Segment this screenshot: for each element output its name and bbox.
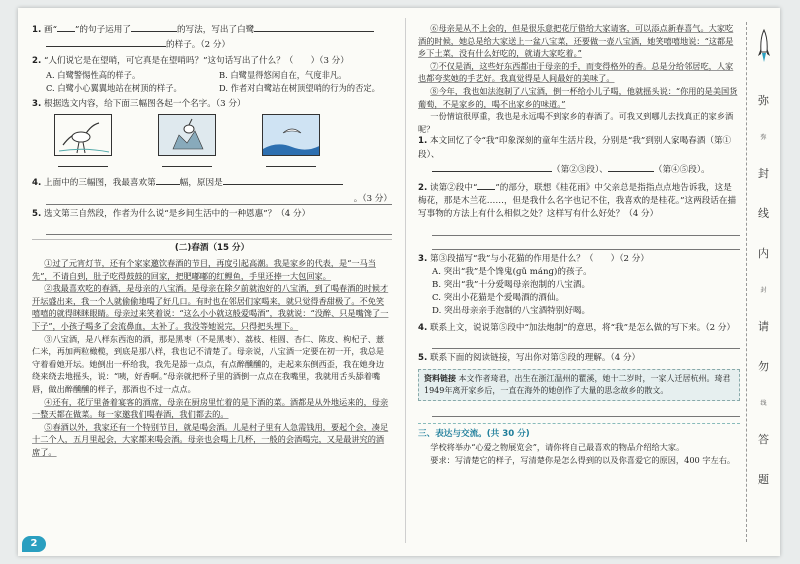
q4-number: 4.: [32, 178, 42, 189]
r-q2-answer-line-1[interactable]: [432, 224, 740, 236]
question-3: [32, 98, 392, 171]
q1-text-b: ”的句子运用了: [74, 25, 131, 35]
r-q3-number: 3.: [418, 253, 428, 264]
q1-number: 1.: [32, 25, 42, 35]
page-number-badge: 2: [22, 536, 46, 552]
section-three-title: 三、表达与交流。(共 30 分): [418, 423, 740, 441]
q4-text-b: 幅，原因是: [179, 178, 223, 189]
seal-small-char-1: 弥: [760, 134, 767, 141]
q5-number: 5.: [32, 208, 42, 219]
q2-option-d[interactable]: D. 作者对白鹭站在树顶望哨的行为的否定。: [219, 82, 380, 93]
seal-char-2: 封: [758, 167, 769, 180]
r-question-1: [418, 135, 740, 177]
seal-small-char-3: 线: [760, 400, 767, 407]
question-2: [32, 55, 392, 95]
reading-para-8: ⑧今年，我也如法泡制了八宝酒，倒一杯给小儿子喝，他就摇头说：“你用的是美国货葡萄，不是家乡的，喝不出家乡的味道。”: [418, 85, 738, 109]
exam-page: [18, 8, 780, 556]
q3-image-2-answer[interactable]: [158, 157, 216, 171]
reading-para-4: ④还有，花厅里备着宴客的酒席，母亲在厨房里忙着的是下酒的菜。酒都是从外地运来的，母亲一整天都在做菜。每一家邀我们喝春酒，我们都去的。: [32, 396, 389, 420]
q4-score: 。（3 分）: [353, 193, 392, 204]
r-q1-blank-2[interactable]: [608, 162, 654, 172]
seal-char-1: 弥: [758, 94, 769, 107]
egret-flying-image: [262, 114, 320, 156]
question-1: [32, 22, 392, 52]
q3-image-1-answer[interactable]: [54, 157, 112, 171]
r-question-5: [418, 352, 740, 365]
reading-ending: 一份情谊很厚重，我也是永远喝不到家乡的春酒了。可我又到哪儿去找真正的家乡酒呢？: [418, 111, 734, 134]
q1-text-d: 的样子。（2 分）: [166, 40, 231, 51]
q2-option-a[interactable]: A. 白鹭警惕性高的样子。: [46, 69, 141, 80]
section-three-prompt: 学校将举办“心爱之物展览会”，请你将自己最喜欢的物品介绍给大家。: [430, 442, 685, 453]
section-title-chunjiu: (二)春酒（15 分）: [32, 239, 392, 255]
r-q3-option-c[interactable]: C. 突出小花猫是个爱喝酒的酒仙。: [432, 293, 565, 304]
q4-blank-2[interactable]: [223, 175, 343, 185]
rocket-icon: [758, 28, 770, 66]
r-q3-options: [418, 266, 740, 319]
egret-on-tree-image: [158, 114, 216, 156]
r-q4-number: 4.: [418, 322, 428, 333]
r-q4-answer-line-1[interactable]: [432, 337, 740, 349]
reading-para-7: ⑦不仅是酒，这些好东西都由于母亲的手，而变得格外的香。总是分给邻居吃，人家也都夸奖她的手艺好。我真觉得是人间最好的美味了。: [418, 60, 734, 84]
reading-para-3: ③八宝酒，是八样东西泡的酒，那是黑枣（不是黑枣）、荔枝、桂圆、杏仁、陈皮、枸杞子、薏仁米，再加两粒橄榄，到底是那八样，我也记不清楚了。母亲说，八宝酒一定要在初一开，我总是守着看她开坛。她倒出一杯给我，我先是舔一点点，有点醉醺醺的，走起来东倒西歪，我在她身边绕来绕去地摇头，说：“咦，好香啊。”母亲就把杯子里的酒倒一点点在我嘴里，我就用舌头舔着嘴唇，做出醉醺醺的样子，那酒也不过一点点。: [32, 333, 385, 394]
r-q2-text-a: 读第②段中“: [429, 182, 478, 193]
r-q3-option-a[interactable]: A. 突出“我”是个馋鬼(ɡǔ mánɡ)的孩子。: [432, 266, 592, 277]
q4-answer-line[interactable]: [46, 193, 392, 205]
r-q1-tail: （第②③段）、: [552, 164, 608, 175]
seal-small-char-2: 封: [760, 287, 767, 294]
q2-options: [32, 69, 392, 95]
r-q1-tail2: （第④⑤段）。: [653, 164, 710, 175]
r-q2-number: 2.: [418, 182, 428, 193]
q3-image-3-answer[interactable]: [262, 157, 320, 171]
r-q2-text-b: ”的部分，联想《桂花雨》中父亲总是指指点点地告诉我，这是梅花，那是木兰花……，但是我什么名字也记不住，我喜欢的是桂花。”这两段话在描写事物的方法上有什么相似之处？这样写有什么好处？（4 分）: [418, 182, 737, 220]
r-q1-blank-1[interactable]: [432, 162, 552, 172]
q2-option-c[interactable]: C. 白鹭小心翼翼地站在树顶的样子。: [46, 82, 182, 93]
r-q3-text: 第③段描写“我”与小花猫的作用是什么？（ ）（2 分）: [429, 253, 649, 264]
reading-link-label: 资料链接: [424, 373, 456, 383]
q2-option-b[interactable]: B. 白鹭显得悠闲自在，气度非凡。: [219, 69, 347, 80]
q3-images: [32, 114, 392, 171]
section-three-requirement: 要求：写清楚它的样子，写清楚你是怎么得到的以及你喜爱它的原因，400 字左右。: [430, 454, 736, 465]
q1-blank-2[interactable]: [131, 22, 177, 32]
r-q5-number: 5.: [418, 352, 428, 363]
reading-para-1: ①过了元宵灯节，还有个家家邀饮春酒的节目，再度引起高潮。我是家乡的代表，是“一马当先”，不请自到，肚子吃得鼓鼓的回家，把肥嘟嘟的红鲤鱼，手里还捧一大包回家。: [32, 258, 376, 281]
q3-number: 3.: [32, 99, 42, 110]
r-q1-text: 本文回忆了令“我”印象深刻的童年生活片段，分别是“我”到别人家喝春酒（第①段）、: [418, 136, 732, 160]
seal-char-3: 线: [758, 207, 769, 220]
reading-link-text: 本文作者琦君，出生在浙江温州的瞿溪，她十二岁时，一家人迁居杭州。琦君1949年离开家乡后，一直在海外的她创作了大量的思念故乡的散文。: [424, 373, 731, 395]
reading-para-6: ⑥母亲是从不上会的，但是很乐意把花厅借给大家请客，可以添点新春喜气。大家吃酒的时候，她总是给大家送上一盆八宝菜，还要做一壶八宝酒，她笑嘻嘻地说：“这都是乡下土菜，没有什么好吃的，就请大家吃着。”: [418, 23, 734, 59]
seal-char-4: 内: [758, 247, 769, 260]
q4-blank-1[interactable]: [156, 175, 180, 185]
r-q2-answer-line-2[interactable]: [432, 238, 740, 250]
r-question-3: [418, 253, 740, 319]
seal-char-5: 请: [758, 320, 769, 333]
q4-text-a: 上面中的三幅图，我最喜欢第: [43, 178, 156, 189]
reading-para-2: ②我最喜欢吃的春酒，是母亲的八宝酒。是母亲在除夕前就泡好的八宝酒，到了喝春酒的时候才开坛盛出来，我一个人就偷偷地喝了好几口。有时也在邻居们家喝来，就只觉得香甜极了。不免笑嘻嘻的就得眯眯眼睛。母亲过来笑着说：“这么小小就这般爱喝酒”，我就说：“没醉、只是嘴馋了一下子”，小孩子喝多了会流鼻血，太补了。我没等她说完，只得把头埋下。: [32, 283, 389, 331]
q1-text-a: 画“: [43, 25, 57, 35]
question-5: [32, 208, 392, 235]
q1-blank-3[interactable]: [254, 22, 374, 32]
column-divider: [405, 18, 406, 543]
seal-char-8: 题: [758, 473, 769, 486]
q1-text-c: 的写法，写出了白鹭: [176, 25, 255, 35]
r-question-2: [418, 180, 740, 250]
question-4: [32, 175, 392, 204]
r-q2-blank[interactable]: [477, 180, 495, 190]
left-column: [32, 22, 392, 459]
r-q5-answer-line[interactable]: [432, 405, 740, 417]
r-q3-option-b[interactable]: B. 突出“我”十分爱喝母亲泡制的八宝酒。: [432, 279, 591, 290]
q1-blank-4[interactable]: [46, 37, 166, 47]
q1-blank-1[interactable]: [57, 22, 75, 32]
r-q4-text: 联系上文，说说第⑤段中“加法炮制”的意思，将“我”是怎么做的写下来。（2 分）: [429, 322, 736, 333]
seal-char-7: 答: [758, 433, 769, 446]
seal-char-6: 勿: [758, 360, 769, 373]
r-q5-text: 联系下面的阅读链接，写出你对第⑤段的理解。（4 分）: [429, 352, 641, 363]
q3-text: 根据选文内容，给下面三幅图各起一个名字。（3 分）: [43, 99, 246, 110]
seal-line-strip: [746, 22, 780, 542]
egret-wading-image: [54, 114, 112, 156]
r-q3-option-d[interactable]: D. 突出母亲亲手泡制的八宝酒特别好喝。: [432, 306, 591, 317]
reading-para-5: ⑤春酒以外，我家还有一个特别节目，就是喝会酒。儿是村子里有人急需钱用，要起个会，凑足十二个人，五月里起会，大家都来喝会酒。母亲也会喝上几杯，一般的会酒喝完，又是最讲究的酒席了。: [32, 421, 389, 457]
q5-text: 选文第三自然段，作者为什么说“是乡间生活中的一种恩惠”？（4 分）: [43, 208, 311, 219]
right-column: [418, 22, 740, 466]
q5-answer-line-1[interactable]: [46, 223, 392, 235]
reading-link-box: [418, 369, 740, 401]
q2-number: 2.: [32, 56, 42, 67]
r-question-4: [418, 322, 740, 349]
r-q1-number: 1.: [418, 136, 428, 147]
q2-text: “人们说它是在望哨，可它真是在望哨吗？”这句话写出了什么？（ ）（3 分）: [43, 56, 349, 67]
